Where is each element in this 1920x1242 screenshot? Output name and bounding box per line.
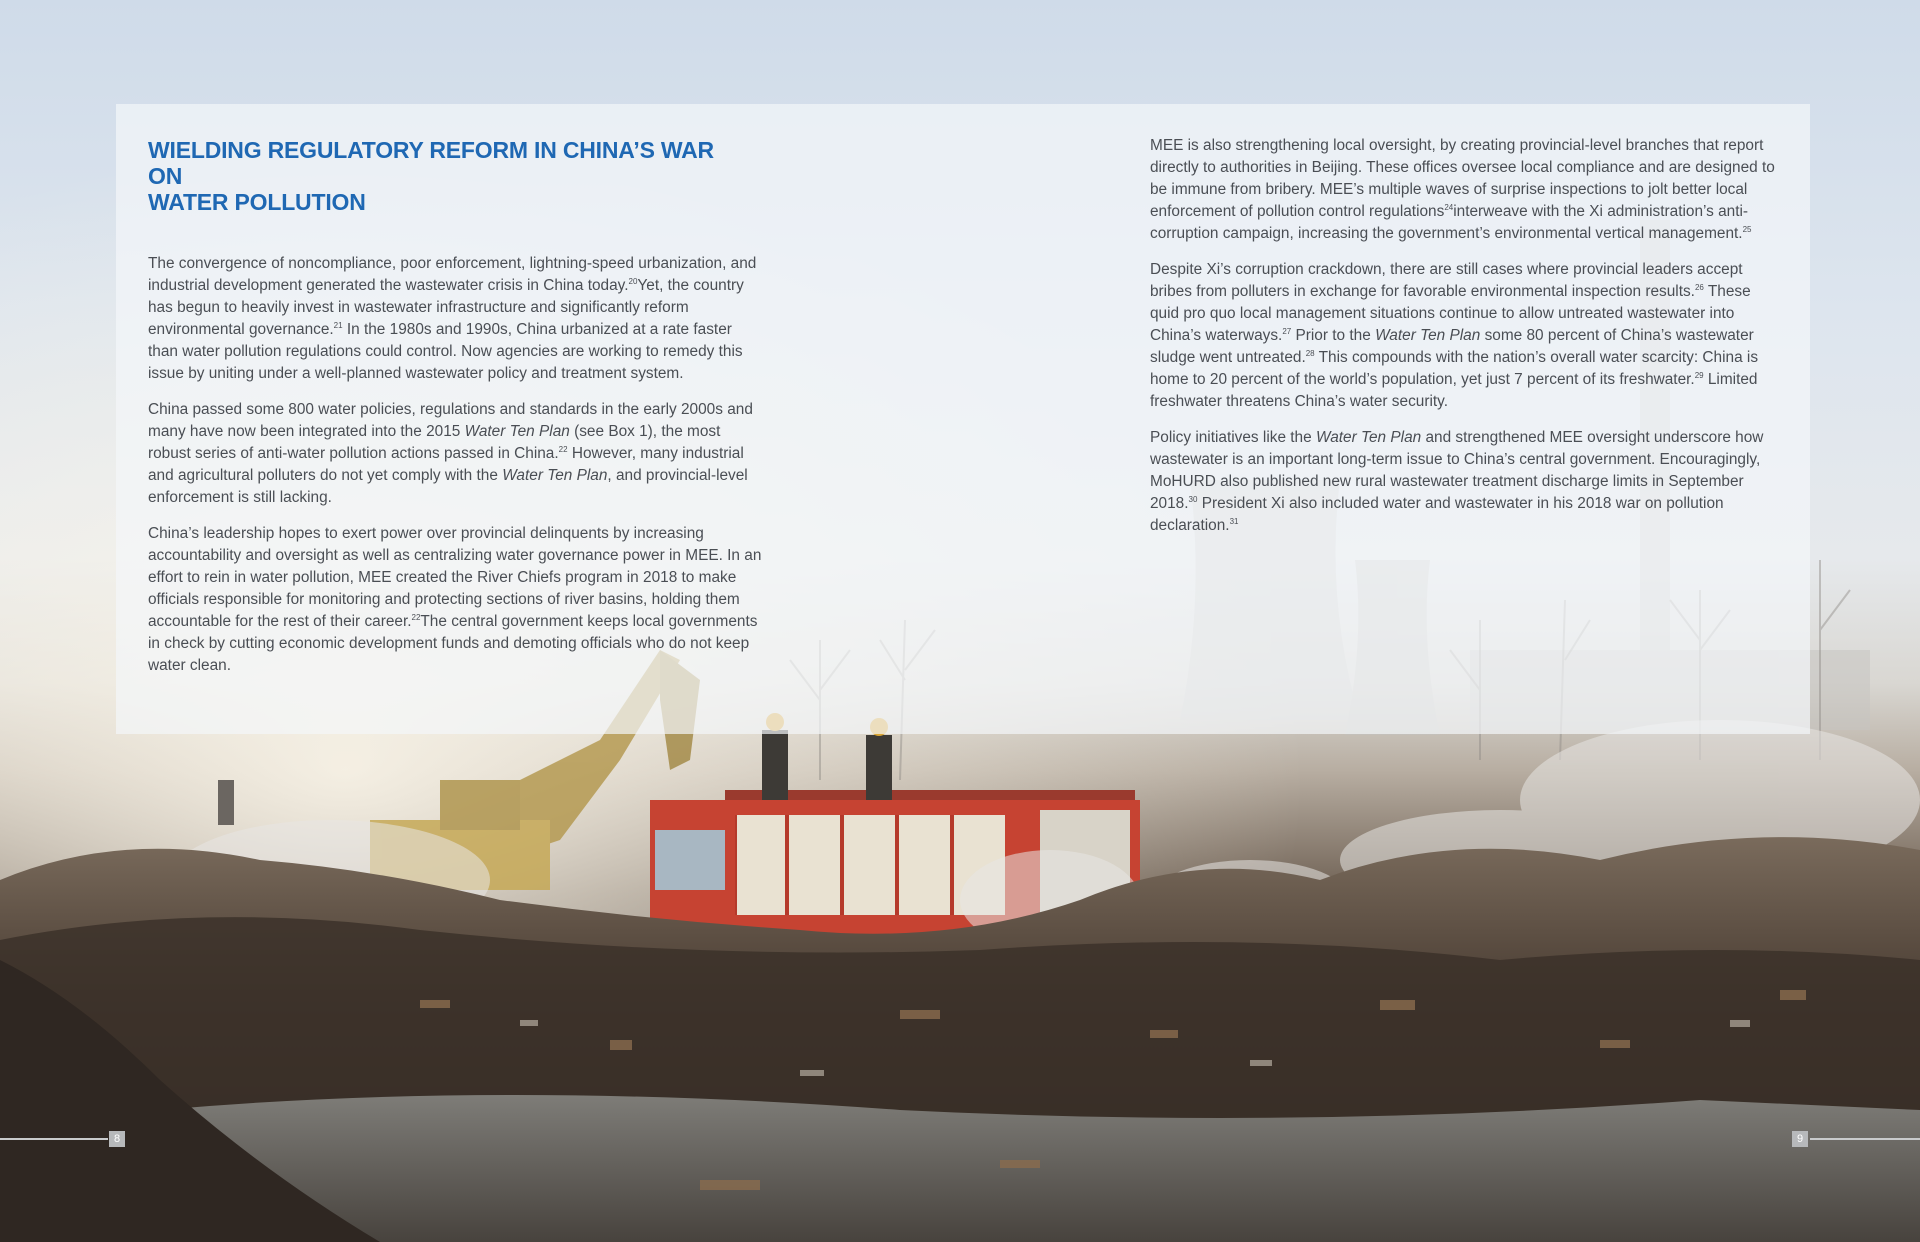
plan-name: Water Ten Plan [1375,327,1481,344]
page-number-right: 9 [1792,1131,1808,1147]
footnote-ref: 22 [558,445,568,454]
footnote-ref: 30 [1188,495,1198,504]
right-column [1150,135,1775,551]
footnote-ref: 26 [1694,283,1704,292]
footnote-ref: 25 [1742,225,1752,234]
title-line-1: WIELDING REGULATORY REFORM IN CHINA’S WAR ON [148,137,714,189]
right-paragraph-2: Despite Xi’s corruption crackdown, there are still cases where provincial leaders accept bribes from polluters in exchange for favorable environmental inspection results.$^{26}$ These quid pro quo local management situations continue to allow untreated wastewater into China’s waterways.$^{27}$ Prior to the Water Ten Plan some 80 percent of China’s wastewater sludge went untreated.$^{28}$ This compounds with the nation’s overall water scarcity: China is home to 20 percent of the world’s population, yet just 7 percent of its freshwater.$^{29}$ Limited freshwater threatens China’s water security. [1150,261,1759,410]
plan-name: Water Ten Plan [1315,429,1422,446]
right-paragraph-3: Policy initiatives like the Water Ten Plan and strengthened MEE oversight underscore how wastewater is an important long-term issue to China’s central government. Encouragingly, MoHURD also published new rural wastewater treatment discharge limits in September 2018.30 President Xi also included water and wastewater in his 2018 war on pollution declaration.$^{31}$ [1150,429,1764,534]
plan-name: Water Ten Plan [464,423,570,440]
plan-name: Water Ten Plan [502,467,608,484]
footnote-ref: 24 [1444,203,1454,212]
page-rule-left [0,1138,108,1140]
left-paragraph-2: China passed some 800 water policies, regulations and standards in the early 2000s and many have now been integrated into the 2015 Water Ten Plan (see Box 1), the most robust series of anti-water pollution actions passed in China.$^{22}$ However, many industrial and agricultural polluters do not yet comply with the Water Ten Plan, and provincial-level enforcement is still lacking. [148,401,753,506]
footnote-ref: 27 [1282,327,1292,336]
footnote-ref: 31 [1229,517,1239,526]
section-title [148,137,748,215]
title-line-2: WATER POLLUTION [148,189,366,215]
left-paragraph-3: China’s leadership hopes to exert power over provincial delinquents by increasing accountability and oversight as well as centralizing water governance power in MEE. In an effort to rein in water pollution, MEE created the River Chiefs program in 2018 to make officials responsible for monitoring and protecting sections of river basins, holding them accountable for the rest of their career.$^{22}$The central government keeps local governments in check by cutting economic development funds and demoting officials who do not keep water clean. [148,525,762,674]
page-number-left: 8 [109,1131,125,1147]
page-rule-right [1810,1138,1920,1140]
footnote-ref: 21 [333,321,343,330]
footnote-ref: 20 [628,277,638,286]
right-paragraph-1: MEE is also strengthening local oversight, by creating provincial-level branches that report directly to authorities in Beijing. These offices oversee local compliance and are designed to be immune from bribery. MEE’s multiple waves of surprise inspections to jolt better local enforcement of pollution control regulations$^{24}$interweave with the Xi administration’s anti-corruption campaign, increasing the government’s environmental vertical management.$^{25}$ [1150,137,1775,242]
left-column [148,137,766,691]
footnote-ref: 29 [1694,371,1704,380]
footnote-ref: 28 [1305,349,1315,358]
footnote-ref: 22 [411,613,421,622]
left-paragraph-1: The convergence of noncompliance, poor enforcement, lightning-speed urbanization, and industrial development generated the wastewater crisis in China today.$^{20}$Yet, the country has begun to heavily invest in wastewater infrastructure and significantly reform environmental governance.$^{21}$ In the 1980s and 1990s, China urbanized at a rate faster than water pollution regulations could control. Now agencies are working to remedy this issue by uniting under a well-planned wastewater policy and treatment system. [148,255,757,382]
